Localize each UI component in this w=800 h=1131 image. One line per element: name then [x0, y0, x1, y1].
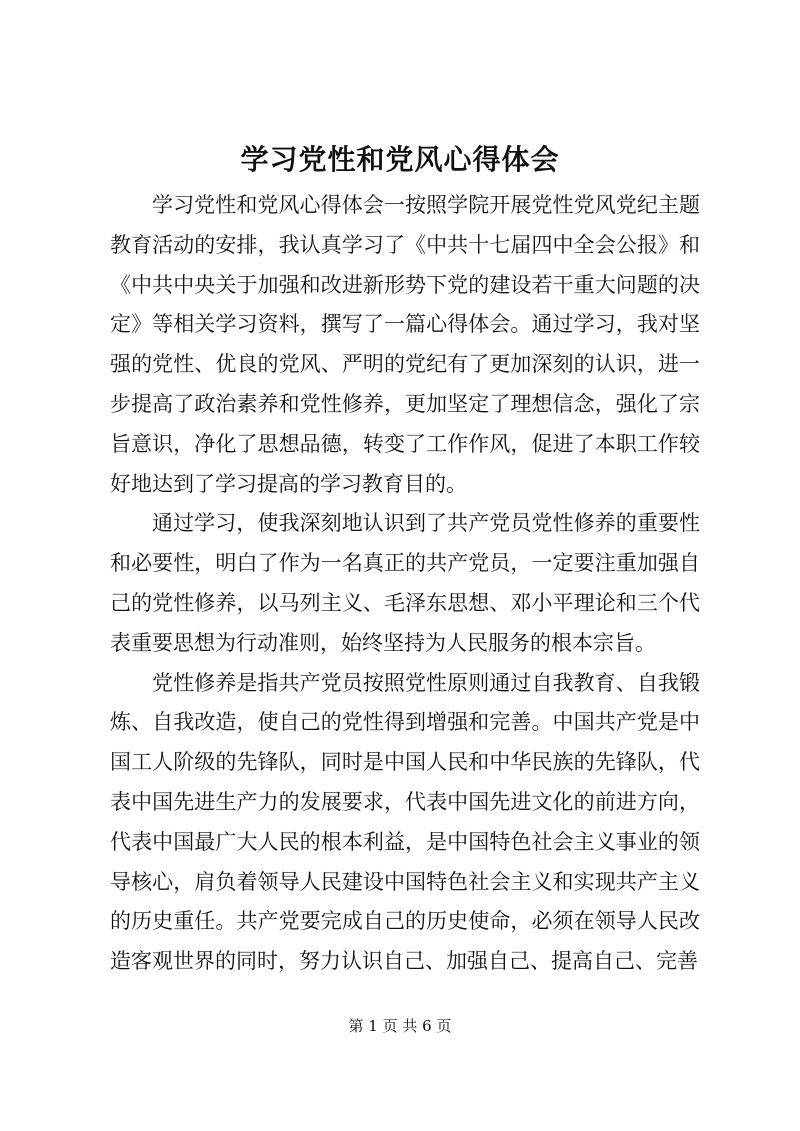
- page-footer: 第 1 页 共 6 页: [348, 1017, 452, 1035]
- page-title: 学习党性和党风心得体会: [240, 143, 560, 176]
- document-body: [110, 186, 700, 982]
- paragraph-2: 通过学习，使我深刻地认识到了共产党员党性修养的重要性和必要性，明白了作为一名真正的共产党员，一定要注重加强自己的党性修养，以马列主义、毛泽东思想、邓小平理论和三个代表重要思想为行动准则，始终坚持为人民服务的根本宗旨。: [110, 511, 700, 655]
- paragraph-1: 学习党性和党风心得体会一按照学院开展党性党风党纪主题教育活动的安排，我认真学习了《中共十七届四中全会公报》和《中共中央关于加强和改进新形势下党的建设若干重大问题的决定》等相关学习资料，撰写了一篇心得体会。通过学习，我对坚强的党性、优良的党风、严明的党纪有了更加深刻的认识，进一步提高了政治素养和党性修养，更加坚定了理想信念，强化了宗旨意识，净化了思想品德，转变了工作作风，促进了本职工作较好地达到了学习提高的学习教育目的。: [110, 193, 700, 496]
- paragraph-3: 党性修养是指共产党员按照党性原则通过自我教育、自我锻炼、自我改造，使自己的党性得到增强和完善。中国共产党是中国工人阶级的先锋队，同时是中国人民和中华民族的先锋队，代表中国先进生产力的发展要求，代表中国先进文化的前进方向，代表中国最广大人民的根本利益，是中国特色社会主义事业的领导核心，肩负着领导人民建设中国特色社会主义和实现共产主义的历史重任。共产党要完成自己的历史使命，必须在领导人民改造客观世界的同时，努力认识自己、加强自己、提高自己、完善: [110, 670, 700, 974]
